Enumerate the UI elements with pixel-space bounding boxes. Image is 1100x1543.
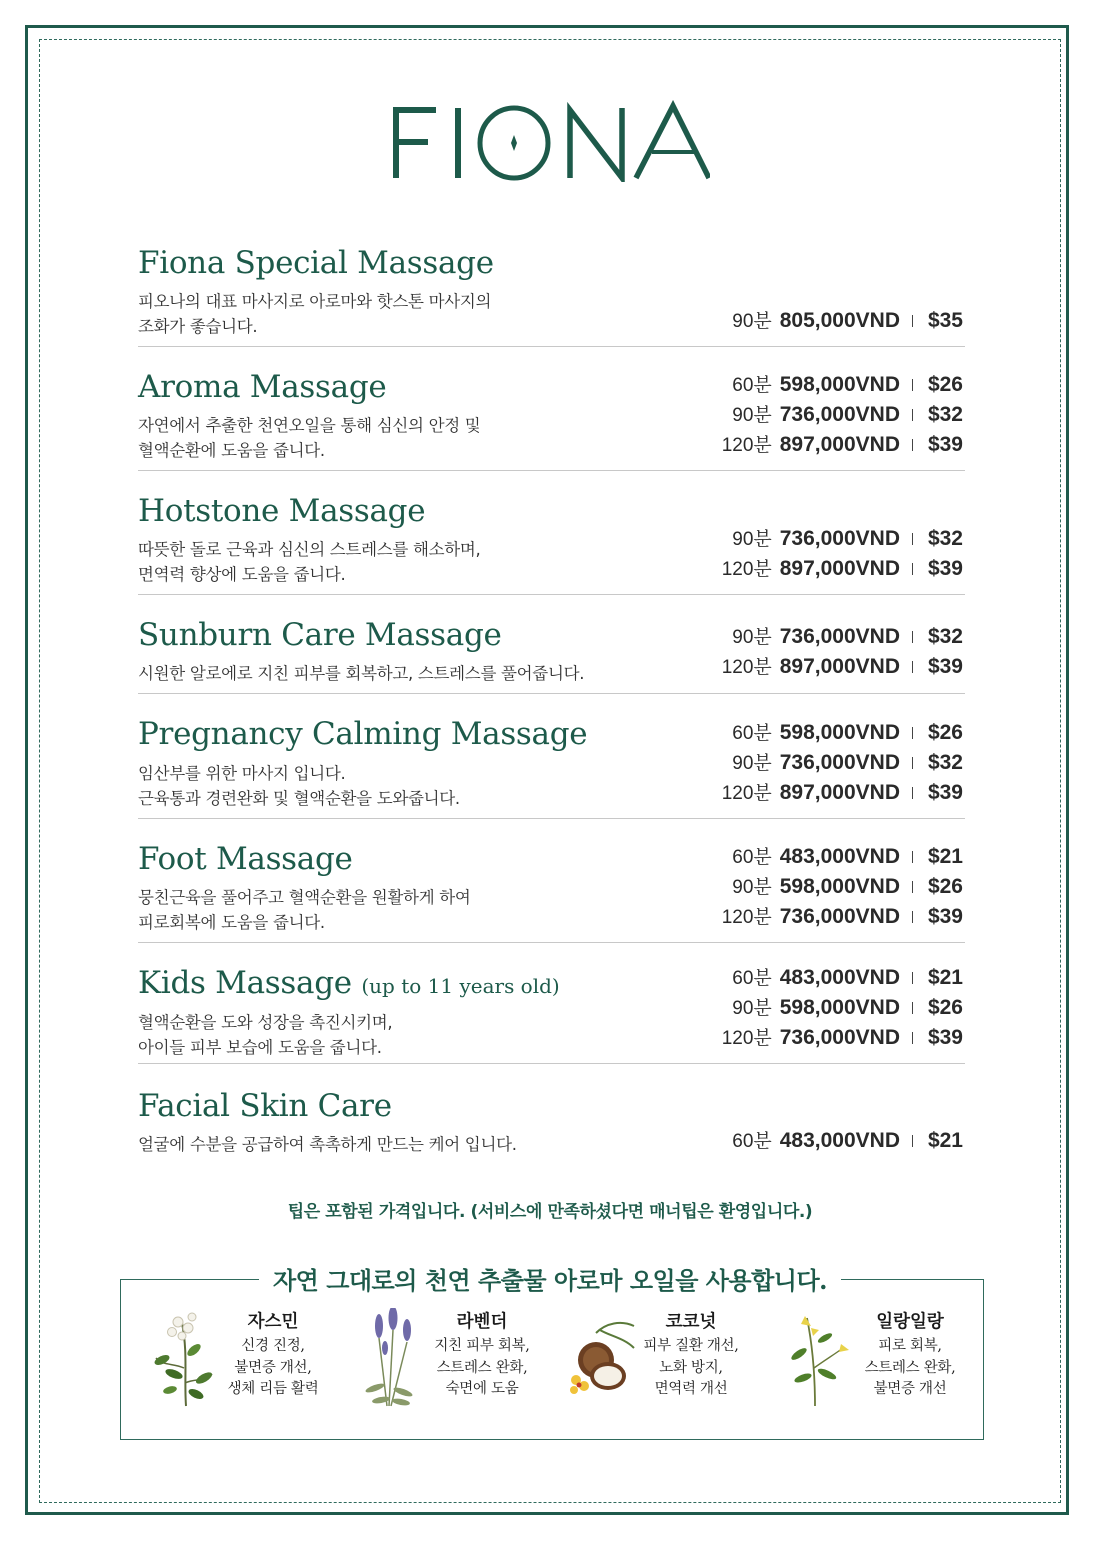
price-row: 90분 805,000VND $35 [732, 309, 963, 332]
service-hotstone [138, 471, 965, 595]
service-description: 혈액순환을 도와 성장을 촉진시키며, 아이들 피부 보습에 도움을 줍니다. [138, 1013, 393, 1057]
price-list [722, 842, 963, 932]
service-title: Foot Massage [138, 841, 353, 877]
price-row: 60분 598,000VND $26 [732, 373, 963, 396]
price-list [722, 622, 963, 682]
service-title: Aroma Massage [138, 369, 387, 405]
service-description: 얼굴에 수분을 공급하여 촉촉하게 만드는 케어 입니다. [138, 1135, 517, 1154]
oil-name: 일랑일랑 [876, 1312, 944, 1332]
oil-item-jasmine: 자스민 신경 진정, 불면증 개선, 생체 리듬 활력 [148, 1308, 363, 1418]
price-list [722, 370, 963, 460]
price-list [732, 1126, 963, 1156]
service-foot [138, 819, 965, 943]
service-subtitle: (up to 11 years old) [361, 974, 560, 998]
service-title: Pregnancy Calming Massage [138, 716, 588, 752]
price-row: 90분 736,000VND $32 [732, 527, 963, 550]
service-description: 시원한 알로에로 지친 피부를 회복하고, 스트레스를 풀어줍니다. [138, 664, 585, 683]
service-aroma [138, 347, 965, 471]
oil-item-lavender: 라벤더 지친 피부 회복, 스트레스 완화, 숙면에 도움 [357, 1308, 572, 1418]
service-description: 따뜻한 돌로 근육과 심신의 스트레스를 해소하며, 면역력 향상에 도움을 줍니다. [138, 540, 481, 584]
brand-logo [0, 100, 1100, 186]
price-list [722, 524, 963, 584]
price-row: 120분 897,000VND $39 [721, 557, 963, 580]
price-list [722, 718, 963, 808]
price-row: 120분 897,000VND $39 [721, 655, 963, 678]
price-row: 90분 598,000VND $26 [732, 875, 963, 898]
price-row: 120분 736,000VND $39 [721, 905, 963, 928]
price-row: 90분 736,000VND $32 [732, 403, 963, 426]
price-row: 60분 483,000VND $21 [732, 845, 963, 868]
price-row: 90분 736,000VND $32 [732, 625, 963, 648]
oil-item-coconut: 코코넛 피부 질환 개선, 노화 방지, 면역력 개선 [566, 1308, 781, 1418]
fiona-logo-icon [390, 100, 710, 182]
price-list [722, 963, 963, 1053]
price-row: 60분 598,000VND $26 [732, 721, 963, 744]
tip-note: 팁은 포함된 가격입니다. (서비스에 만족하셨다면 매너팁은 환영입니다.) [287, 1202, 813, 1222]
service-title: Sunburn Care Massage [138, 617, 502, 653]
service-description: 뭉친근육을 풀어주고 혈액순환을 원활하게 하여 피로회복에 도움을 줍니다. [138, 888, 471, 932]
service-fiona-special [138, 240, 965, 347]
service-kids [138, 943, 965, 1064]
service-description: 임산부를 위한 마사지 입니다. 근육통과 경련완화 및 혈액순환을 도와줍니다. [138, 764, 460, 808]
price-list [732, 306, 963, 336]
oils-heading: 자연 그대로의 천연 추출물 아로마 오일을 사용합니다. [0, 1261, 1100, 1296]
price-row: 120분 897,000VND $39 [721, 433, 963, 456]
service-description: 자연에서 추출한 천연오일을 통해 심신의 안정 및 혈액순환에 도움을 줍니다. [138, 416, 481, 460]
price-row: 120분 897,000VND $39 [721, 781, 963, 804]
service-title: Facial Skin Care [138, 1088, 392, 1124]
price-row: 120분 736,000VND $39 [721, 1026, 963, 1049]
service-pregnancy-calming [138, 694, 965, 819]
service-title: Fiona Special Massage [138, 245, 494, 281]
oil-name: 자스민 [247, 1312, 299, 1332]
service-title: Kids Massage (up to 11 years old) [138, 965, 560, 1001]
price-row: 90분 736,000VND $32 [732, 751, 963, 774]
oil-name: 라벤더 [456, 1312, 508, 1332]
oil-name: 코코넛 [665, 1312, 717, 1332]
service-facial-skin-care [138, 1064, 965, 1170]
price-row: 90분 598,000VND $26 [732, 996, 963, 1019]
price-row: 60분 483,000VND $21 [732, 1129, 963, 1152]
service-sunburn-care [138, 595, 965, 694]
service-title: Hotstone Massage [138, 493, 426, 529]
oil-item-ylang-ylang: 일랑일랑 피로 회복, 스트레스 완화, 불면증 개선 [785, 1308, 1000, 1418]
price-row: 60분 483,000VND $21 [732, 966, 963, 989]
service-description: 피오나의 대표 마사지로 아로마와 핫스톤 마사지의 조화가 좋습니다. [138, 292, 492, 336]
